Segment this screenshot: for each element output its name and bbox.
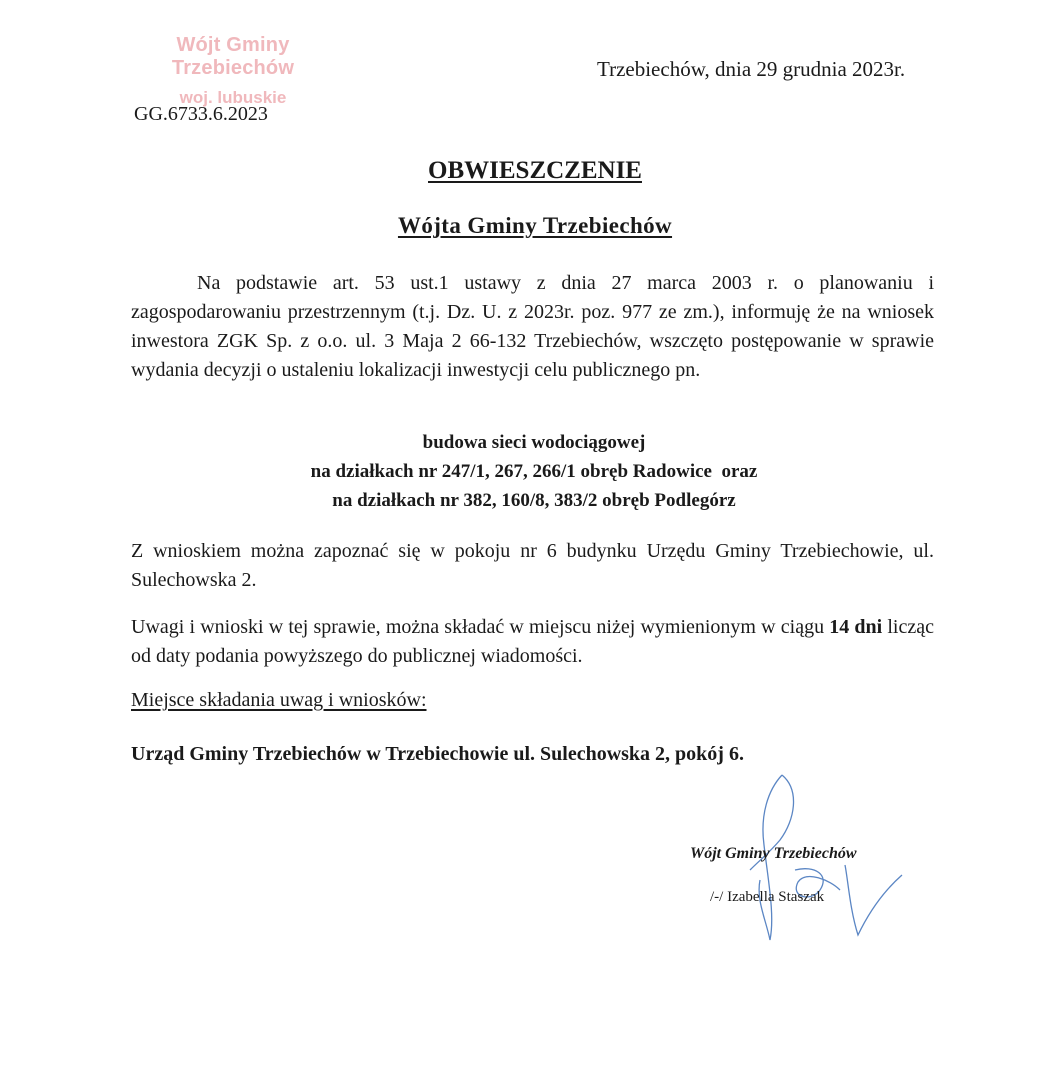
investment-line-2: na działkach nr 247/1, 267, 266/1 obręb Radowice oraz: [310, 461, 758, 482]
office-stamp: [113, 34, 353, 108]
signatory-title: Wójt Gminy Trzebiechów: [690, 845, 857, 862]
investment-description: [0, 428, 1060, 515]
comments-paragraph: [131, 613, 934, 671]
submission-place: Urząd Gminy Trzebiechów w Trzebiechowie ul. Sulechowska 2, pokój 6.: [131, 743, 744, 765]
comments-deadline: 14 dni: [829, 616, 883, 638]
investment-line-1: budowa sieci wodociągowej: [422, 432, 646, 453]
stamp-line-region: woj. lubuskie: [179, 88, 287, 107]
intro-paragraph: Na podstawie art. 53 ust.1 ustawy z dnia 27 marca 2003 r. o planowaniu i zagospodarowaniu przestrzennym (t.j. Dz. U. z 2023r. poz. 977 ze zm.), informuję że na wniosek inwestora ZGK Sp. z o.o. ul. 3 Maja 2 66-132 Trzebiechów, wszczęto postępowanie w sprawie wydania decyzji o ustaleniu lokalizacji inwestycji celu publicznego pn.: [131, 272, 934, 381]
handwritten-signature: [720, 770, 920, 960]
comments-text-end: licząc od daty podania powyższego do publicznej wiadomości.: [131, 616, 934, 667]
investment-line-3: na działkach nr 382, 160/8, 383/2 obręb Podlegórz: [332, 490, 736, 511]
document-date: Trzebiechów, dnia 29 grudnia 2023r.: [597, 57, 906, 81]
inspection-paragraph: Z wnioskiem można zapoznać się w pokoju nr 6 budynku Urzędu Gminy Trzebiechowie, ul. Sulechowska 2.: [131, 540, 934, 591]
comments-text-start: Uwagi i wnioski w tej sprawie, można składać w miejscu niżej wymienionym w ciągu: [131, 616, 830, 638]
place-label: Miejsce składania uwag i wniosków:: [131, 689, 427, 711]
document-title: OBWIESZCZENIE: [428, 157, 642, 184]
document-subtitle: Wójta Gminy Trzebiechów: [397, 213, 673, 238]
reference-number: GG.6733.6.2023: [134, 103, 268, 125]
signatory-name: /-/ Izabella Staszak: [710, 889, 825, 905]
stamp-line-office: Wójt Gminy Trzebiechów: [171, 34, 295, 79]
signature-stroke-4: [845, 865, 902, 935]
